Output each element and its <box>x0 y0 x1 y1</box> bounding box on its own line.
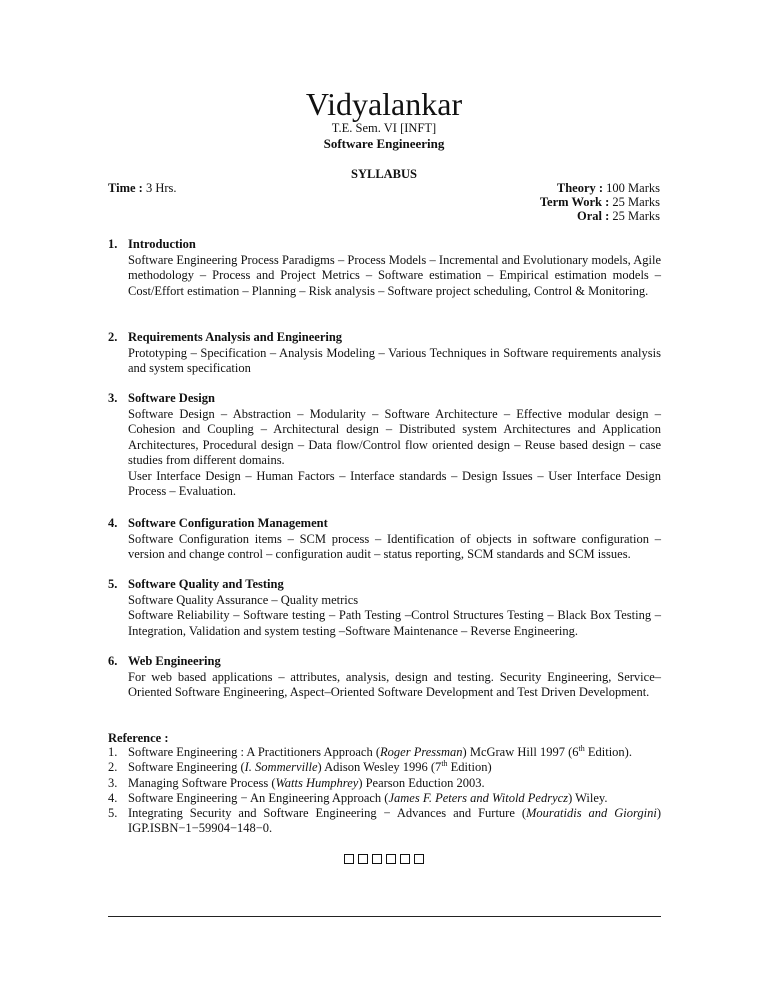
theory-marks <box>540 181 660 195</box>
section-introduction <box>108 237 661 299</box>
section-software-design <box>108 391 661 500</box>
ornament-box-icon <box>414 854 424 864</box>
course-line: T.E. Sem. VI [INFT] <box>331 121 437 135</box>
section-number: 1. <box>108 237 118 251</box>
reference-number: 3. <box>108 775 118 790</box>
reference-text: Managing Software Process ( <box>128 775 276 790</box>
subject-title: Software Engineering <box>323 136 445 151</box>
termwork-value: 25 Marks <box>609 195 660 209</box>
section-paragraph: Software Reliability – Software testing – Path Testing –Control Structures Testing – Black Box Testing – Integration, Validation and system testing –Software Maintenance – Reverse Engineering. <box>128 608 661 638</box>
reference-text: ) Adison Wesley 1996 (7 <box>317 760 442 775</box>
theory-value: 100 Marks <box>603 181 660 195</box>
oral-value: 25 Marks <box>609 209 660 223</box>
time-value: 3 Hrs. <box>142 181 177 195</box>
reference-text: ) McGraw Hill 1997 (6 <box>462 745 579 759</box>
oral-marks <box>540 209 660 223</box>
reference-item <box>108 806 661 837</box>
section-paragraph: Prototyping – Specification – Analysis Modeling – Various Techniques in Software requirements analysis and system specification <box>128 345 661 375</box>
termwork-marks <box>540 195 660 209</box>
reference-number: 1. <box>108 745 118 759</box>
page-title: Vidyalankar <box>305 86 463 122</box>
reference-author: James F. Peters and Witold Pedrycz <box>388 790 569 805</box>
reference-author: Watts Humphrey <box>275 775 359 790</box>
section-number: 6. <box>108 654 118 668</box>
section-body <box>128 670 661 701</box>
end-ornament <box>0 850 768 868</box>
reference-item <box>108 791 661 806</box>
reference-number: 2. <box>108 760 118 775</box>
reference-text: Software Engineering − An Engineering Approach ( <box>128 790 389 805</box>
marks-block <box>540 181 660 223</box>
reference-superscript: th <box>441 759 448 769</box>
section-number: 5. <box>108 577 118 591</box>
reference-item <box>108 745 661 760</box>
ornament-box-icon <box>400 854 410 864</box>
reference-item <box>108 776 661 791</box>
theory-label: Theory : <box>556 181 604 195</box>
footer-divider <box>108 916 661 917</box>
ornament-box-icon <box>358 854 368 864</box>
section-title: Web Engineering <box>128 654 221 668</box>
section-title: Software Configuration Management <box>128 516 328 530</box>
ornament-box-icon <box>372 854 382 864</box>
section-body <box>128 407 661 500</box>
reference-heading: Reference : <box>108 731 169 745</box>
reference-text: Software Engineering ( <box>128 760 245 775</box>
section-paragraph: For web based applications – attributes, analysis, design and testing. Security Engineering, Service–Oriented Software Engineering, Aspect–Oriented Software Development and Test Driven Development. <box>128 669 661 699</box>
section-body <box>128 253 661 300</box>
reference-text: ) Wiley. <box>568 790 608 805</box>
section-number: 4. <box>108 516 118 530</box>
section-body <box>128 346 661 377</box>
section-paragraph: Software Engineering Process Paradigms – Process Models – Incremental and Evolutionary models, Agile methodology – Process and Project Metrics – Software estimation – Empirical estimation models – Cost/Effort estimation – Planning – Risk analysis – Software project scheduling, Control & Monitoring. <box>128 252 661 298</box>
reference-list <box>108 745 661 837</box>
section-title: Software Quality and Testing <box>128 577 284 591</box>
reference-text: Edition) <box>447 760 492 775</box>
reference-item <box>108 760 661 775</box>
section-title: Software Design <box>128 391 215 405</box>
section-configuration-management <box>108 516 661 563</box>
reference-number: 4. <box>108 790 118 805</box>
section-web-engineering <box>108 654 661 701</box>
reference-number: 5. <box>108 806 118 821</box>
oral-label: Oral : <box>577 209 610 223</box>
reference-author: Mouratidis and Giorgini <box>526 806 657 821</box>
reference-superscript: th <box>578 743 585 753</box>
reference-text: ) Pearson Eduction 2003. <box>358 775 485 790</box>
reference-text: Software Engineering : A Practitioners Approach ( <box>128 745 381 759</box>
section-paragraph: User Interface Design – Human Factors – Interface standards – Design Issues – User Interface Design Process – Evaluation. <box>128 468 661 498</box>
section-number: 3. <box>108 391 118 405</box>
section-requirements <box>108 330 661 377</box>
section-paragraph: Software Configuration items – SCM process – Identification of objects in software configuration – version and change control – configuration audit – status reporting, SCM standards and SCM issues. <box>128 531 661 561</box>
section-quality-testing <box>108 577 661 639</box>
exam-time <box>108 181 177 196</box>
reference-author: Roger Pressman <box>380 745 463 759</box>
section-title: Introduction <box>128 237 196 251</box>
ornament-box-icon <box>344 854 354 864</box>
reference-text: ) IGP.ISBN−1−59904−148−0. <box>128 806 661 836</box>
section-paragraph: Software Design – Abstraction – Modularity – Software Architecture – Effective modular design – Cohesion and Coupling – Architectural design – Distributed system Architectures and Application Architectures, Procedural design – Data flow/Control flow oriented design – Reuse based design – case studies from different domains. <box>128 406 661 467</box>
section-body <box>128 532 661 563</box>
reference-text: Integrating Security and Software Engineering − Advances and Furture ( <box>128 806 526 821</box>
termwork-label: Term Work : <box>539 195 610 209</box>
time-label: Time : <box>108 181 143 195</box>
section-number: 2. <box>108 330 118 344</box>
reference-text: Edition). <box>584 745 632 759</box>
reference-author: I. Sommerville <box>244 760 318 775</box>
ornament-box-icon <box>386 854 396 864</box>
section-paragraph: Software Quality Assurance – Quality metrics <box>128 592 359 607</box>
section-title: Requirements Analysis and Engineering <box>128 330 343 344</box>
syllabus-heading: SYLLABUS <box>351 167 417 181</box>
section-body <box>128 593 661 640</box>
